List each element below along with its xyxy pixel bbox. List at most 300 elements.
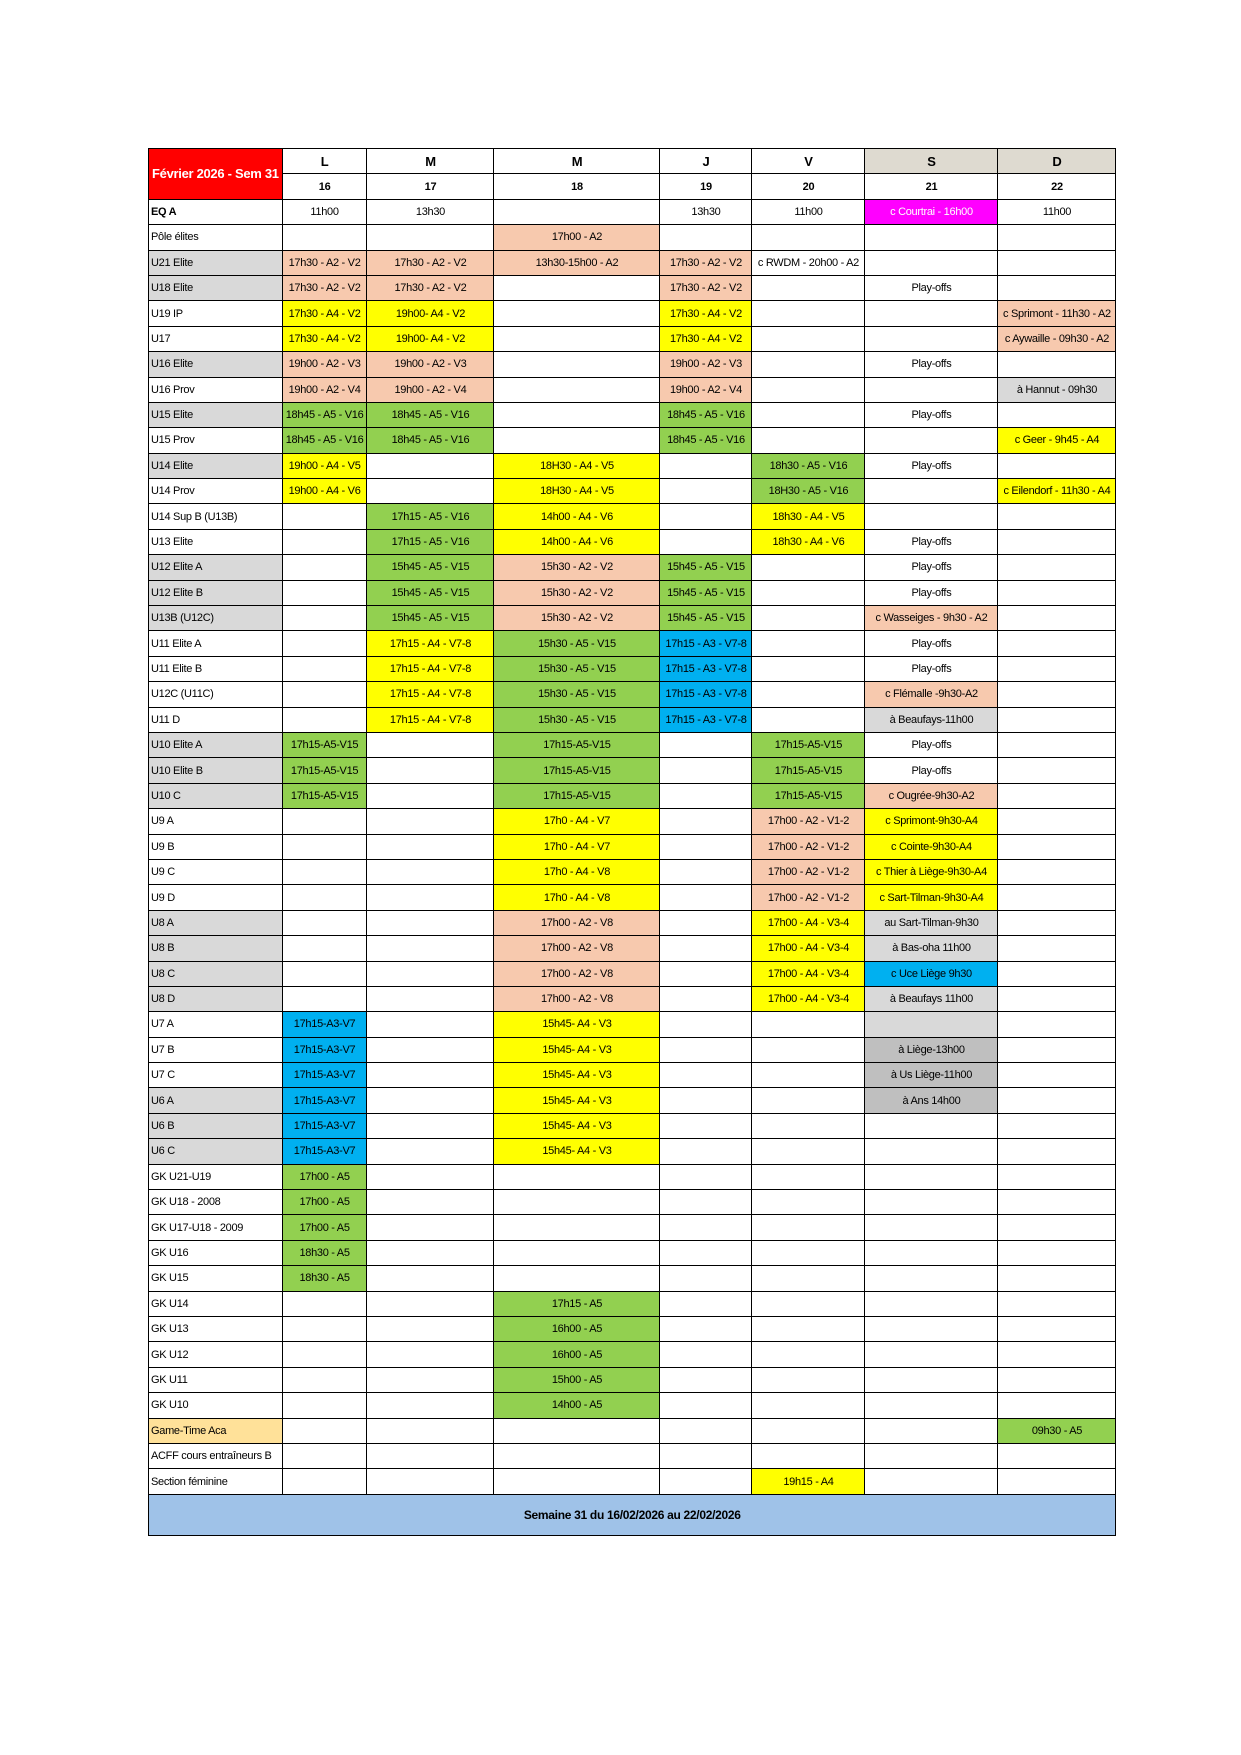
team-name: GK U18 - 2008 (149, 1190, 283, 1215)
schedule-cell (998, 529, 1116, 554)
schedule-cell: c Sprimont-9h30-A4 (865, 809, 998, 834)
schedule-cell: 15h30 - A5 - V15 (494, 631, 660, 656)
team-name: U11 Elite A (149, 631, 283, 656)
team-name: U15 Elite (149, 402, 283, 427)
schedule-cell (282, 1367, 367, 1392)
team-name: Game-Time Aca (149, 1418, 283, 1443)
schedule-cell (367, 783, 494, 808)
day-label: M (367, 149, 494, 174)
day-date: 21 (865, 174, 998, 199)
schedule-cell (752, 1443, 865, 1468)
day-label: V (752, 149, 865, 174)
schedule-cell: 16h00 - A5 (494, 1316, 660, 1341)
schedule-cell: 09h30 - A5 (998, 1418, 1116, 1443)
schedule-cell (865, 1316, 998, 1341)
schedule-cell (660, 1266, 752, 1291)
schedule-cell: 15h30 - A5 - V15 (494, 656, 660, 681)
schedule-cell (282, 936, 367, 961)
schedule-row (149, 301, 1116, 326)
schedule-cell (865, 377, 998, 402)
schedule-cell (282, 809, 367, 834)
schedule-row (149, 1190, 1116, 1215)
schedule-cell: c Sart-Tilman-9h30-A4 (865, 885, 998, 910)
schedule-cell (282, 1443, 367, 1468)
schedule-cell (752, 1316, 865, 1341)
schedule-cell (282, 225, 367, 250)
schedule-row (149, 859, 1116, 884)
team-name: EQ A (149, 199, 283, 224)
schedule-cell (367, 1291, 494, 1316)
schedule-cell (865, 1266, 998, 1291)
schedule-cell (282, 986, 367, 1011)
schedule-row (149, 1469, 1116, 1494)
schedule-cell (998, 1266, 1116, 1291)
team-name: U8 D (149, 986, 283, 1011)
schedule-row (149, 809, 1116, 834)
schedule-cell: 18h30 - A5 - V16 (752, 453, 865, 478)
schedule-cell (494, 275, 660, 300)
schedule-cell (998, 936, 1116, 961)
schedule-cell (865, 1012, 998, 1037)
schedule-cell: Play-offs (865, 656, 998, 681)
schedule-cell (752, 428, 865, 453)
schedule-cell (998, 275, 1116, 300)
schedule-cell (752, 1139, 865, 1164)
team-name: GK U16 (149, 1240, 283, 1265)
schedule-cell (865, 1443, 998, 1468)
schedule-cell: 17h30 - A2 - V2 (660, 275, 752, 300)
schedule-cell (282, 580, 367, 605)
schedule-cell: 15h45- A4 - V3 (494, 1037, 660, 1062)
week-title: Février 2026 - Sem 31 (149, 149, 283, 200)
schedule-row (149, 631, 1116, 656)
schedule-cell (367, 1037, 494, 1062)
schedule-cell: 17h00 - A2 - V8 (494, 910, 660, 935)
schedule-cell (998, 555, 1116, 580)
schedule-cell (660, 732, 752, 757)
schedule-cell (998, 656, 1116, 681)
schedule-cell (660, 936, 752, 961)
team-name: U8 B (149, 936, 283, 961)
schedule-cell (752, 1367, 865, 1392)
schedule-cell (752, 1215, 865, 1240)
schedule-cell: 17h00 - A5 (282, 1190, 367, 1215)
schedule-cell (752, 1393, 865, 1418)
schedule-cell: à Ans 14h00 (865, 1088, 998, 1113)
schedule-row (149, 1291, 1116, 1316)
schedule-cell: c Aywaille - 09h30 - A2 (998, 326, 1116, 351)
schedule-cell (660, 1139, 752, 1164)
team-name: Pôle élites (149, 225, 283, 250)
schedule-cell (752, 1240, 865, 1265)
schedule-cell (752, 1342, 865, 1367)
team-name: ACFF cours entraîneurs B (149, 1443, 283, 1468)
schedule-cell (752, 631, 865, 656)
schedule-cell: 15h45- A4 - V3 (494, 1063, 660, 1088)
schedule-cell (752, 377, 865, 402)
schedule-cell (752, 682, 865, 707)
schedule-cell: 13h30 (367, 199, 494, 224)
schedule-cell: Play-offs (865, 555, 998, 580)
team-name: U13B (U12C) (149, 606, 283, 631)
schedule-row (149, 555, 1116, 580)
schedule-cell (752, 580, 865, 605)
schedule-cell (998, 1113, 1116, 1138)
schedule-row (149, 1164, 1116, 1189)
schedule-cell (998, 1190, 1116, 1215)
schedule-cell: c Uce Liège 9h30 (865, 961, 998, 986)
schedule-row (149, 936, 1116, 961)
schedule-row (149, 453, 1116, 478)
schedule-cell: 19h15 - A4 (752, 1469, 865, 1494)
schedule-cell (865, 1215, 998, 1240)
schedule-cell: au Sart-Tilman-9h30 (865, 910, 998, 935)
schedule-cell: 17h15-A5-V15 (282, 783, 367, 808)
schedule-cell: 15h45 - A5 - V15 (660, 606, 752, 631)
team-name: U8 A (149, 910, 283, 935)
schedule-cell (998, 1367, 1116, 1392)
schedule-cell: 15h30 - A2 - V2 (494, 606, 660, 631)
schedule-cell: 17h15 - A4 - V7-8 (367, 631, 494, 656)
schedule-cell (367, 936, 494, 961)
team-name: U13 Elite (149, 529, 283, 554)
schedule-cell (367, 1469, 494, 1494)
schedule-cell (752, 225, 865, 250)
schedule-cell (494, 1469, 660, 1494)
schedule-cell (282, 834, 367, 859)
schedule-cell (367, 1266, 494, 1291)
schedule-cell (367, 885, 494, 910)
schedule-cell (998, 732, 1116, 757)
schedule-cell: c Thier à Liège-9h30-A4 (865, 859, 998, 884)
schedule-cell: c Ougrée-9h30-A2 (865, 783, 998, 808)
schedule-cell (494, 402, 660, 427)
schedule-cell (660, 1063, 752, 1088)
team-name: GK U21-U19 (149, 1164, 283, 1189)
schedule-cell: 16h00 - A5 (494, 1342, 660, 1367)
schedule-cell (660, 1291, 752, 1316)
team-name: U9 B (149, 834, 283, 859)
schedule-row (149, 250, 1116, 275)
schedule-cell: 17h00 - A2 - V1-2 (752, 834, 865, 859)
schedule-cell (865, 225, 998, 250)
schedule-cell (367, 809, 494, 834)
schedule-cell: 17h0 - A4 - V8 (494, 859, 660, 884)
schedule-cell: 17h30 - A2 - V2 (367, 275, 494, 300)
schedule-row (149, 707, 1116, 732)
schedule-row (149, 1037, 1116, 1062)
schedule-cell: c Wasseiges - 9h30 - A2 (865, 606, 998, 631)
schedule-cell (998, 1139, 1116, 1164)
schedule-cell: à Beaufays 11h00 (865, 986, 998, 1011)
schedule-cell (998, 1012, 1116, 1037)
schedule-cell (865, 504, 998, 529)
schedule-cell: 17h0 - A4 - V7 (494, 834, 660, 859)
schedule-cell: à Bas-oha 11h00 (865, 936, 998, 961)
schedule-cell (282, 961, 367, 986)
schedule-cell: 17h00 - A4 - V3-4 (752, 910, 865, 935)
schedule-cell (998, 402, 1116, 427)
schedule-row (149, 1418, 1116, 1443)
schedule-cell (998, 885, 1116, 910)
schedule-cell (367, 1139, 494, 1164)
schedule-cell (865, 1190, 998, 1215)
schedule-cell (660, 453, 752, 478)
schedule-row (149, 885, 1116, 910)
schedule-cell (282, 1393, 367, 1418)
team-name: U11 D (149, 707, 283, 732)
schedule-cell: 17h30 - A2 - V2 (660, 250, 752, 275)
schedule-cell: 17h30 - A4 - V2 (660, 301, 752, 326)
schedule-cell (660, 1418, 752, 1443)
schedule-cell (494, 199, 660, 224)
schedule-cell: 13h30-15h00 - A2 (494, 250, 660, 275)
schedule-cell: 19h00 - A2 - V4 (367, 377, 494, 402)
schedule-cell: 17h30 - A2 - V2 (367, 250, 494, 275)
schedule-cell: 17h00 - A2 - V8 (494, 961, 660, 986)
schedule-cell (494, 1164, 660, 1189)
schedule-cell: 17h15-A5-V15 (494, 758, 660, 783)
schedule-cell: 19h00 - A2 - V3 (660, 352, 752, 377)
schedule-cell: 17h00 - A2 (494, 225, 660, 250)
schedule-cell (998, 453, 1116, 478)
schedule-row (149, 529, 1116, 554)
schedule-cell: 17h0 - A4 - V8 (494, 885, 660, 910)
schedule-cell: 18h45 - A5 - V16 (282, 402, 367, 427)
schedule-cell: 18H30 - A5 - V16 (752, 479, 865, 504)
team-name: U9 A (149, 809, 283, 834)
schedule-row (149, 326, 1116, 351)
team-name: U10 Elite B (149, 758, 283, 783)
schedule-cell (660, 529, 752, 554)
schedule-cell: 17h00 - A2 - V8 (494, 986, 660, 1011)
schedule-cell (752, 275, 865, 300)
schedule-cell: 17h15 - A4 - V7-8 (367, 656, 494, 681)
schedule-cell: 19h00 - A4 - V5 (282, 453, 367, 478)
schedule-cell: 15h45- A4 - V3 (494, 1113, 660, 1138)
day-date: 18 (494, 174, 660, 199)
day-date: 17 (367, 174, 494, 199)
schedule-cell (752, 1088, 865, 1113)
schedule-cell (494, 1266, 660, 1291)
schedule-row (149, 428, 1116, 453)
schedule-cell: 17h15-A5-V15 (752, 732, 865, 757)
schedule-cell (865, 1113, 998, 1138)
schedule-cell (282, 504, 367, 529)
footer-row (149, 1494, 1116, 1535)
schedule-cell (660, 961, 752, 986)
schedule-row (149, 479, 1116, 504)
schedule-cell (998, 1443, 1116, 1468)
date-header-row (149, 174, 1116, 199)
schedule-cell: 17h30 - A4 - V2 (282, 301, 367, 326)
schedule-cell: 15h00 - A5 (494, 1367, 660, 1392)
schedule-cell (998, 1037, 1116, 1062)
schedule-row (149, 1088, 1116, 1113)
schedule-cell (367, 1316, 494, 1341)
schedule-cell (367, 1367, 494, 1392)
schedule-cell (752, 1012, 865, 1037)
day-date: 20 (752, 174, 865, 199)
schedule-cell: c Flémalle -9h30-A2 (865, 682, 998, 707)
schedule-cell (998, 250, 1116, 275)
schedule-cell (282, 555, 367, 580)
schedule-cell (660, 1240, 752, 1265)
schedule-cell (998, 580, 1116, 605)
team-name: GK U14 (149, 1291, 283, 1316)
schedule-cell (865, 326, 998, 351)
schedule-row (149, 1240, 1116, 1265)
schedule-cell (998, 504, 1116, 529)
team-name: GK U17-U18 - 2009 (149, 1215, 283, 1240)
schedule-row (149, 732, 1116, 757)
schedule-cell (660, 834, 752, 859)
schedule-cell (752, 1418, 865, 1443)
schedule-cell (494, 352, 660, 377)
schedule-row (149, 1215, 1116, 1240)
schedule-cell (865, 428, 998, 453)
schedule-cell (282, 1418, 367, 1443)
schedule-cell (752, 707, 865, 732)
schedule-cell (998, 1063, 1116, 1088)
schedule-cell: 19h00 - A4 - V6 (282, 479, 367, 504)
schedule-cell (660, 758, 752, 783)
team-name: U16 Prov (149, 377, 283, 402)
schedule-cell (660, 479, 752, 504)
schedule-cell (282, 682, 367, 707)
schedule-cell (282, 1316, 367, 1341)
schedule-cell (494, 1215, 660, 1240)
schedule-row (149, 1443, 1116, 1468)
schedule-body (149, 149, 1116, 1495)
schedule-cell (282, 656, 367, 681)
schedule-cell (367, 961, 494, 986)
schedule-cell: 14h00 - A5 (494, 1393, 660, 1418)
schedule-cell (367, 834, 494, 859)
schedule-cell (998, 961, 1116, 986)
schedule-cell: 18h45 - A5 - V16 (282, 428, 367, 453)
schedule-cell: 17h15 - A5 (494, 1291, 660, 1316)
schedule-cell (367, 1393, 494, 1418)
day-label: S (865, 149, 998, 174)
schedule-cell (998, 707, 1116, 732)
team-name: U7 C (149, 1063, 283, 1088)
team-name: GK U12 (149, 1342, 283, 1367)
schedule-cell (282, 1469, 367, 1494)
schedule-cell: 17h15-A3-V7 (282, 1113, 367, 1138)
schedule-row (149, 1316, 1116, 1341)
schedule-cell (865, 1393, 998, 1418)
schedule-cell (367, 1443, 494, 1468)
schedule-cell (660, 1342, 752, 1367)
schedule-cell: 19h00 - A2 - V3 (282, 352, 367, 377)
schedule-cell (998, 1215, 1116, 1240)
schedule-cell (998, 1393, 1116, 1418)
schedule-cell: 17h15 - A3 - V7-8 (660, 707, 752, 732)
schedule-cell (998, 910, 1116, 935)
schedule-cell (282, 707, 367, 732)
schedule-cell (494, 326, 660, 351)
team-name: U19 IP (149, 301, 283, 326)
schedule-cell (660, 986, 752, 1011)
schedule-cell (998, 631, 1116, 656)
schedule-cell (282, 910, 367, 935)
schedule-cell: 15h45 - A5 - V15 (367, 580, 494, 605)
schedule-cell: 18h45 - A5 - V16 (367, 402, 494, 427)
schedule-cell (660, 225, 752, 250)
team-name: U7 B (149, 1037, 283, 1062)
schedule-cell: 17h15 - A3 - V7-8 (660, 656, 752, 681)
schedule-cell (865, 1342, 998, 1367)
schedule-row (149, 783, 1116, 808)
schedule-cell: 14h00 - A4 - V6 (494, 504, 660, 529)
schedule-cell: 17h0 - A4 - V7 (494, 809, 660, 834)
schedule-cell: 18h30 - A4 - V5 (752, 504, 865, 529)
day-date: 22 (998, 174, 1116, 199)
schedule-cell: 18h30 - A5 (282, 1240, 367, 1265)
schedule-cell: Play-offs (865, 453, 998, 478)
schedule-cell: 19h00- A4 - V2 (367, 301, 494, 326)
schedule-cell: Play-offs (865, 758, 998, 783)
schedule-cell (752, 1266, 865, 1291)
schedule-row (149, 986, 1116, 1011)
schedule-cell: à Hannut - 09h30 (998, 377, 1116, 402)
schedule-cell (367, 758, 494, 783)
schedule-cell (998, 225, 1116, 250)
schedule-row (149, 225, 1116, 250)
day-label: L (282, 149, 367, 174)
schedule-cell: 18h30 - A4 - V6 (752, 529, 865, 554)
schedule-row (149, 1012, 1116, 1037)
team-name: U6 A (149, 1088, 283, 1113)
schedule-cell: 15h45 - A5 - V15 (367, 606, 494, 631)
schedule-cell (998, 1164, 1116, 1189)
schedule-cell (367, 1164, 494, 1189)
schedule-cell: 17h15-A3-V7 (282, 1088, 367, 1113)
schedule-cell: Play-offs (865, 580, 998, 605)
schedule-cell (752, 1063, 865, 1088)
schedule-cell (865, 1367, 998, 1392)
schedule-cell (494, 1240, 660, 1265)
schedule-cell (367, 732, 494, 757)
team-name: U11 Elite B (149, 656, 283, 681)
schedule-cell (998, 1088, 1116, 1113)
team-name: U16 Elite (149, 352, 283, 377)
schedule-cell (998, 986, 1116, 1011)
schedule-cell: 17h15-A5-V15 (282, 732, 367, 757)
schedule-cell: 15h30 - A2 - V2 (494, 580, 660, 605)
schedule-cell: à Beaufays-11h00 (865, 707, 998, 732)
schedule-cell (282, 1291, 367, 1316)
schedule-cell (660, 1215, 752, 1240)
schedule-cell: 11h00 (998, 199, 1116, 224)
schedule-cell (660, 1088, 752, 1113)
schedule-cell (660, 859, 752, 884)
schedule-cell (865, 1164, 998, 1189)
schedule-cell (998, 1291, 1116, 1316)
schedule-cell (282, 885, 367, 910)
schedule-cell: Play-offs (865, 275, 998, 300)
schedule-cell: Play-offs (865, 402, 998, 427)
schedule-cell: 17h15 - A4 - V7-8 (367, 682, 494, 707)
schedule-cell (865, 1418, 998, 1443)
team-name: Section féminine (149, 1469, 283, 1494)
team-name: U12C (U11C) (149, 682, 283, 707)
schedule-cell: c RWDM - 20h00 - A2 (752, 250, 865, 275)
team-name: U15 Prov (149, 428, 283, 453)
schedule-cell (752, 656, 865, 681)
schedule-cell (865, 250, 998, 275)
